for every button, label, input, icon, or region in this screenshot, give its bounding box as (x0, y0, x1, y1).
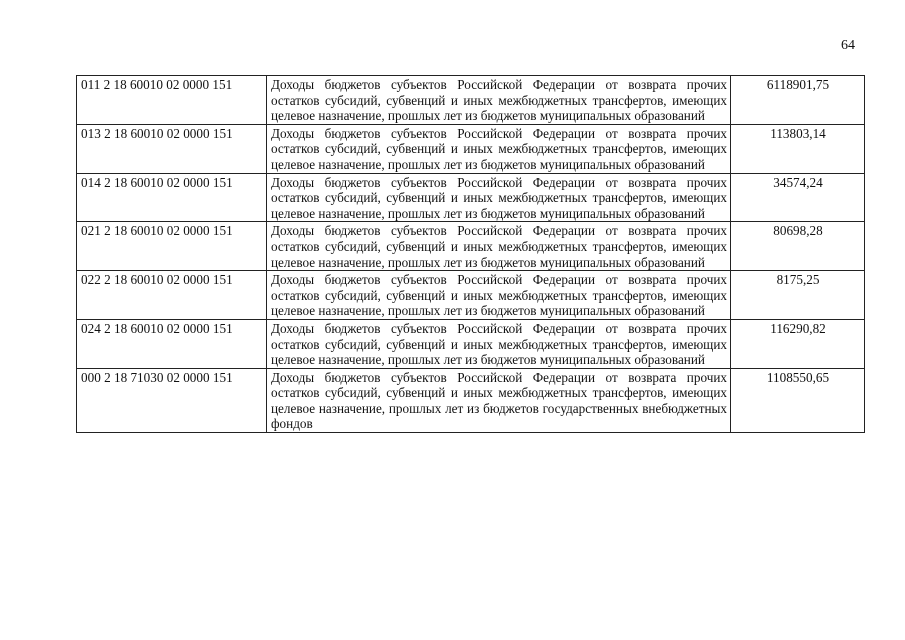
revenue-description: Доходы бюджетов субъектов Российской Федерации от возврата прочих остатков субсидий, субвенций и иных межбюджетных трансфертов, имеющих целевое назначение, прошлых лет из бюджетов муниципальных образований (267, 124, 731, 173)
table-row (77, 124, 865, 173)
table-row (77, 173, 865, 222)
table-row (77, 76, 865, 125)
revenue-amount: 1108550,65 (731, 368, 865, 432)
table-row (77, 368, 865, 432)
classification-code: 024 2 18 60010 02 0000 151 (77, 319, 267, 368)
table-row (77, 319, 865, 368)
revenue-description: Доходы бюджетов субъектов Российской Федерации от возврата прочих остатков субсидий, субвенций и иных межбюджетных трансфертов, имеющих целевое назначение, прошлых лет из бюджетов государственных внебюджетных фондов (267, 368, 731, 432)
table-row (77, 271, 865, 320)
classification-code: 013 2 18 60010 02 0000 151 (77, 124, 267, 173)
revenue-description: Доходы бюджетов субъектов Российской Федерации от возврата прочих остатков субсидий, субвенций и иных межбюджетных трансфертов, имеющих целевое назначение, прошлых лет из бюджетов муниципальных образований (267, 222, 731, 271)
revenue-description: Доходы бюджетов субъектов Российской Федерации от возврата прочих остатков субсидий, субвенций и иных межбюджетных трансфертов, имеющих целевое назначение, прошлых лет из бюджетов муниципальных образований (267, 271, 731, 320)
classification-code: 000 2 18 71030 02 0000 151 (77, 368, 267, 432)
revenue-amount: 8175,25 (731, 271, 865, 320)
revenue-description: Доходы бюджетов субъектов Российской Федерации от возврата прочих остатков субсидий, субвенций и иных межбюджетных трансфертов, имеющих целевое назначение, прошлых лет из бюджетов муниципальных образований (267, 173, 731, 222)
classification-code: 021 2 18 60010 02 0000 151 (77, 222, 267, 271)
table-row (77, 222, 865, 271)
classification-code: 014 2 18 60010 02 0000 151 (77, 173, 267, 222)
revenue-amount: 116290,82 (731, 319, 865, 368)
classification-code: 011 2 18 60010 02 0000 151 (77, 76, 267, 125)
revenue-description: Доходы бюджетов субъектов Российской Федерации от возврата прочих остатков субсидий, субвенций и иных межбюджетных трансфертов, имеющих целевое назначение, прошлых лет из бюджетов муниципальных образований (267, 76, 731, 125)
revenue-table (76, 75, 865, 433)
revenue-description: Доходы бюджетов субъектов Российской Федерации от возврата прочих остатков субсидий, субвенций и иных межбюджетных трансфертов, имеющих целевое назначение, прошлых лет из бюджетов муниципальных образований (267, 319, 731, 368)
page-number: 64 (841, 38, 855, 53)
revenue-amount: 6118901,75 (731, 76, 865, 125)
revenue-amount: 34574,24 (731, 173, 865, 222)
revenue-amount: 80698,28 (731, 222, 865, 271)
classification-code: 022 2 18 60010 02 0000 151 (77, 271, 267, 320)
revenue-amount: 113803,14 (731, 124, 865, 173)
